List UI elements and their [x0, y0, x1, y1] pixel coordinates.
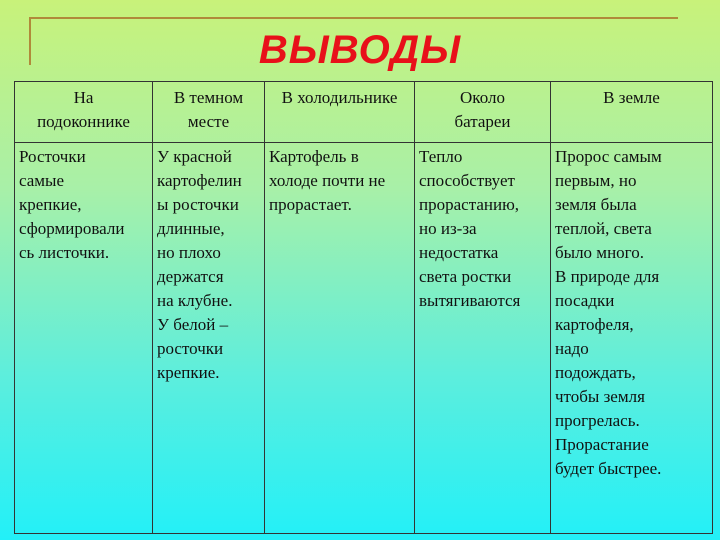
cell-line: самые [19, 171, 65, 190]
cell-line: У белой – [157, 315, 229, 334]
cell-line: но из-за [419, 219, 477, 238]
cell-line: Пророс самым [555, 147, 662, 166]
cell-line: прорастает. [269, 195, 352, 214]
cell-line: чтобы земля [555, 387, 645, 406]
header-line: В темном [173, 88, 244, 107]
table-header-row [15, 82, 713, 143]
cell-line: недостатка [419, 243, 499, 262]
cell-line: держатся [157, 267, 224, 286]
cell-line: надо [555, 339, 589, 358]
header-line: Около [460, 88, 505, 107]
cell-line: Тепло [419, 147, 463, 166]
cell-line: на клубне. [157, 291, 233, 310]
header-line: батареи [454, 112, 511, 131]
cell-dark-place [153, 143, 265, 534]
cell-line: было много. [555, 243, 644, 262]
cell-radiator [415, 143, 551, 534]
cell-line: прорастанию, [419, 195, 520, 214]
header-fridge [265, 82, 415, 143]
cell-line: Прорастание [555, 435, 649, 454]
table-row [15, 143, 713, 534]
slide-title: ВЫВОДЫ [258, 28, 462, 72]
cell-line: картофелин [157, 171, 242, 190]
cell-line: первым, но [555, 171, 637, 190]
header-line: месте [187, 112, 230, 131]
conclusions-table [14, 81, 713, 534]
cell-fridge [265, 143, 415, 534]
cell-line: холоде почти не [269, 171, 386, 190]
cell-line: будет быстрее. [555, 459, 662, 478]
cell-line: прогрелась. [555, 411, 640, 430]
cell-line: Картофель в [269, 147, 359, 166]
cell-line: вытягиваются [419, 291, 521, 310]
cell-line: В природе для [555, 267, 660, 286]
cell-line: Росточки [19, 147, 86, 166]
cell-line: ы росточки [157, 195, 239, 214]
cell-line: света ростки [419, 267, 512, 286]
cell-soil [551, 143, 713, 534]
cell-line: сь листочки. [19, 243, 110, 262]
cell-line: подождать, [555, 363, 636, 382]
cell-line: длинные, [157, 219, 225, 238]
header-line: На [73, 88, 94, 107]
cell-windowsill [15, 143, 153, 534]
header-soil [551, 82, 713, 143]
cell-line: крепкие. [157, 363, 220, 382]
cell-line: сформировали [19, 219, 125, 238]
header-line: подоконнике [37, 112, 130, 131]
header-dark-place [153, 82, 265, 143]
cell-line: земля была [555, 195, 637, 214]
header-line: В земле [603, 88, 660, 107]
cell-line: картофеля, [555, 315, 634, 334]
cell-line: росточки [157, 339, 224, 358]
header-line: В холодильнике [281, 88, 398, 107]
header-radiator [415, 82, 551, 143]
header-windowsill [15, 82, 153, 143]
cell-line: крепкие, [19, 195, 82, 214]
cell-line: теплой, света [555, 219, 652, 238]
decorative-top-line [30, 17, 678, 19]
cell-line: посадки [555, 291, 615, 310]
cell-line: способствует [419, 171, 515, 190]
cell-line: но плохо [157, 243, 221, 262]
cell-line: У красной [157, 147, 232, 166]
